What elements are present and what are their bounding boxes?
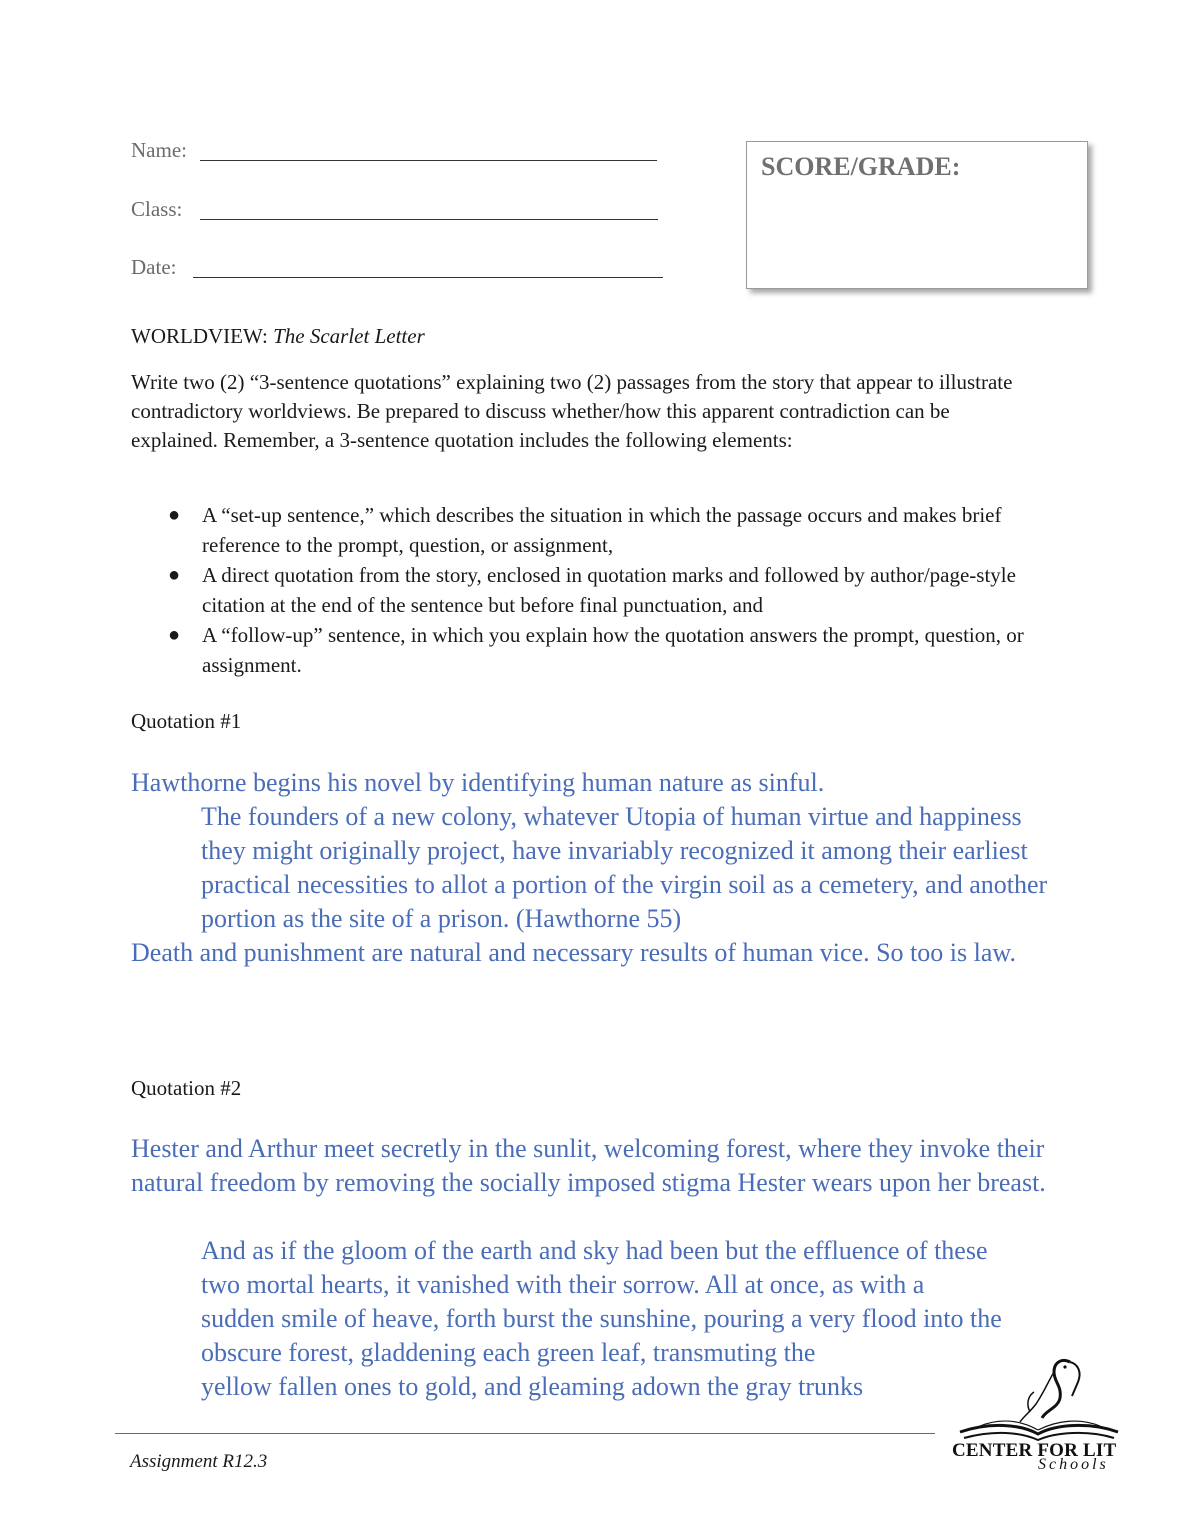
quotation-1-setup: Hawthorne begins his novel by identifying human nature as sinful. (131, 768, 825, 797)
quotation-2-blockquote (201, 1234, 1071, 1404)
quotation-1-label: Quotation #1 (131, 709, 242, 733)
bullet-icon: ● (168, 564, 181, 586)
center-for-lit-logo (950, 1352, 1125, 1480)
class-field[interactable] (200, 219, 658, 220)
list-item: ● A “follow-up” sentence, in which you explain how the quotation answers the prompt, question, or assignment. (130, 620, 1070, 680)
bullet-icon: ● (168, 624, 181, 646)
date-field[interactable] (193, 277, 663, 278)
name-label: Name: (131, 138, 187, 162)
instructions-paragraph: Write two (2) “3-sentence quotations” explaining two (2) passages from the story that appear to illustrate contradictory worldviews. Be prepared to discuss whether/how this apparent contradiction can be explained. Remember, a 3-sentence quotation includes the following elements: (131, 370, 1013, 452)
assignment-heading (131, 322, 425, 351)
score-grade-box (746, 141, 1088, 289)
list-item: ● A direct quotation from the story, enclosed in quotation marks and followed by author/page-style citation at the end of the sentence but before final punctuation, and (130, 560, 1070, 620)
score-grade-label: SCORE/GRADE: (761, 152, 961, 181)
list-item: ● A “set-up sentence,” which describes the situation in which the passage occurs and makes brief reference to the prompt, question, or assignment, (130, 500, 1070, 560)
assignment-id: Assignment R12.3 (130, 1451, 268, 1472)
date-label: Date: (131, 255, 177, 279)
quotation-1-blockquote: The founders of a new colony, whatever Utopia of human virtue and happiness they might originally project, have invariably recognized it among their earliest practical necessities to allot a portion of the virgin soil as a cemetery, and another portion as the site of a prison. (Hawthorne 55) (201, 802, 1048, 933)
quote-line: sudden smile of heave, forth burst the sunshine, pouring a very flood into the (201, 1304, 1002, 1333)
quotation-2-label: Quotation #2 (131, 1076, 242, 1100)
quote-line: And as if the gloom of the earth and sky had been but the effluence of these (201, 1236, 988, 1265)
quote-line: two mortal hearts, it vanished with their sorrow. All at once, as with a (201, 1270, 925, 1299)
footer-divider (115, 1433, 935, 1434)
logo-sub-text: Schools (1038, 1456, 1109, 1473)
class-label: Class: (131, 197, 183, 221)
heading-prefix: WORLDVIEW: (131, 324, 274, 348)
logo-main-text: CENTER FOR LIT (952, 1440, 1117, 1461)
elements-list (130, 500, 1070, 680)
heading-title: The Scarlet Letter (273, 324, 425, 348)
quotation-2-setup: Hester and Arthur meet secretly in the sunlit, welcoming forest, where they invoke their natural freedom by removing the socially imposed stigma Hester wears upon her breast. (131, 1134, 1046, 1197)
quote-line: obscure forest, gladdening each green leaf, transmuting the (201, 1338, 816, 1367)
quote-line: yellow fallen ones to gold, and gleaming adown the gray trunks (201, 1372, 864, 1401)
name-field[interactable] (200, 160, 657, 161)
quotation-1-followup: Death and punishment are natural and necessary results of human vice. So too is law. (131, 938, 1016, 967)
bullet-icon: ● (168, 504, 181, 526)
